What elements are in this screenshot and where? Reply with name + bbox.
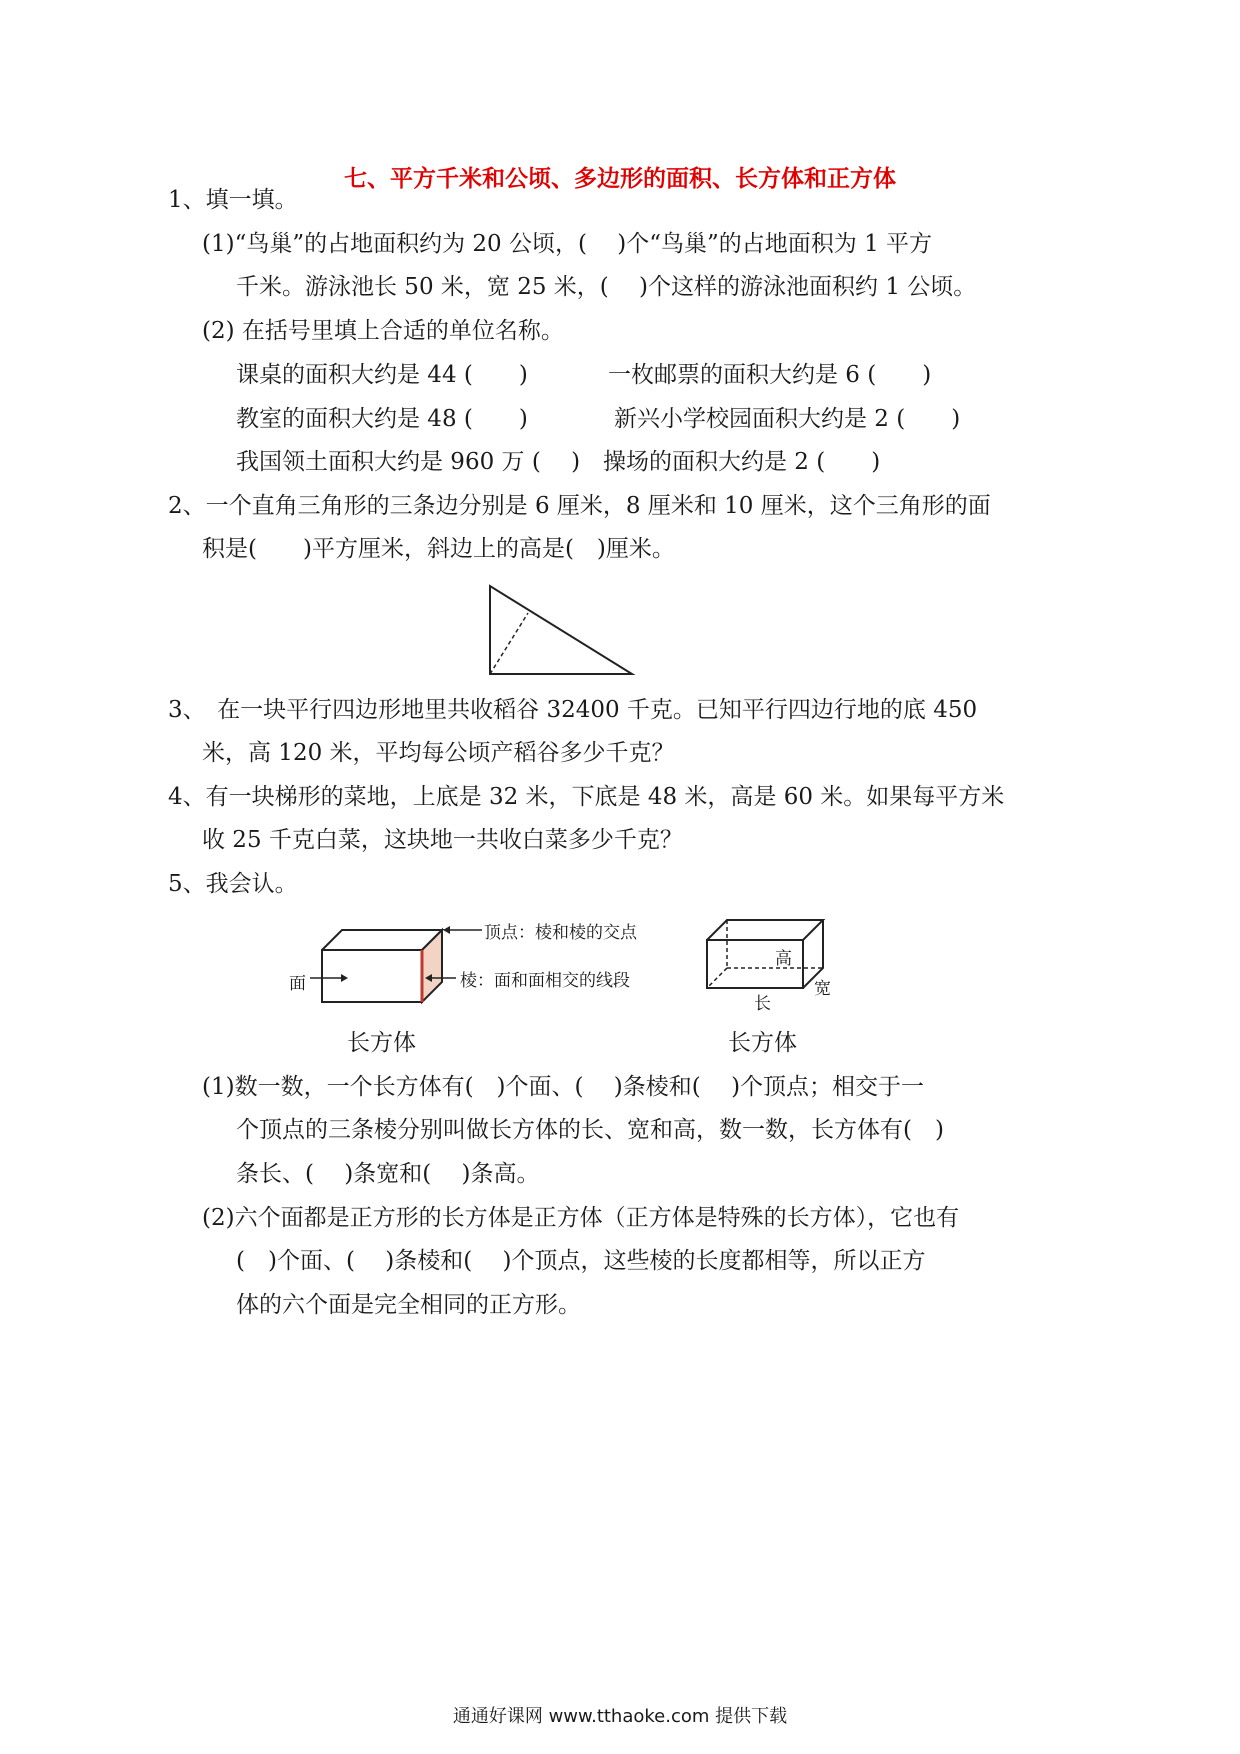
unit-item: 课桌的面积大约是 44 ( ) <box>236 362 528 388</box>
q4-line2: 收 25 千克白菜，这块地一共收白菜多少千克？ <box>202 827 683 853</box>
q2-line2: 积是( )平方厘米，斜边上的高是( )厘米。 <box>202 536 675 562</box>
width-label: 宽 <box>814 979 831 999</box>
right-triangle-figure <box>480 578 645 680</box>
unit-item: 一枚邮票的面积大约是 6 ( ) <box>608 362 932 388</box>
q5-part2-line2: ( )个面、( )条棱和( )个顶点，这些棱的长度都相等，所以正方 <box>236 1248 926 1274</box>
footer-watermark: 通通好课网 www.tthaoke.com 提供下载 <box>452 1706 788 1727</box>
unit-item: 教室的面积大约是 48 ( ) <box>236 406 528 432</box>
q5-heading: 5、我会认。 <box>168 871 298 897</box>
q3-line1: 3、 在一块平行四边形地里共收稻谷 32400 千克。已知平行四边行地的底 450 <box>168 697 978 723</box>
q1-part2-heading: (2) 在括号里填上合适的单位名称。 <box>202 318 564 344</box>
q5-part2-line1: (2)六个面都是正方形的长方体是正方体（正方体是特殊的长方体），它也有 <box>202 1205 960 1231</box>
unit-item: 操场的面积大约是 2 ( ) <box>603 449 881 475</box>
q4-line1: 4、有一块梯形的菜地，上底是 32 米，下底是 48 米，高是 60 米。如果每平方米 <box>168 784 1005 810</box>
q1-part1-line1: (1)“鸟巢”的占地面积约为 20 公顷，( )个“鸟巢”的占地面积为 1 平方 <box>202 231 933 257</box>
q5-part2-line3: 体的六个面是完全相同的正方形。 <box>236 1292 581 1318</box>
q1-part1-line2: 千米。游泳池长 50 米，宽 25 米，( )个这样的游泳池面积约 1 公顷。 <box>236 274 977 300</box>
length-label: 长 <box>754 994 771 1014</box>
page-title: 七、平方千米和公顷、多边形的面积、长方体和正方体 <box>344 166 896 192</box>
q5-part1-line3: 条长、( )条宽和( )条高。 <box>236 1161 540 1187</box>
height-label: 高 <box>775 949 792 969</box>
q1-heading: 1、填一填。 <box>168 187 298 213</box>
vertex-label: 顶点：棱和棱的交点 <box>484 923 637 943</box>
q3-line2: 米，高 120 米，平均每公顷产稻谷多少千克？ <box>202 740 675 766</box>
unit-item: 新兴小学校园面积大约是 2 ( ) <box>614 406 961 432</box>
edge-label: 棱：面和面相交的线段 <box>460 971 630 991</box>
q5-part1-line2: 个顶点的三条棱分别叫做长方体的长、宽和高，数一数，长方体有( ) <box>236 1117 944 1143</box>
q5-part1-line1: (1)数一数，一个长方体有( )个面、( )条棱和( )个顶点；相交于一 <box>202 1074 925 1100</box>
cuboid-caption-2: 长方体 <box>728 1030 797 1056</box>
q2-line1: 2、一个直角三角形的三条边分别是 6 厘米，8 厘米和 10 厘米，这个三角形的面 <box>168 493 991 519</box>
unit-item: 我国领土面积大约是 960 万 ( ) <box>236 449 581 475</box>
face-label: 面 <box>289 974 306 994</box>
cuboid-caption-1: 长方体 <box>347 1030 416 1056</box>
